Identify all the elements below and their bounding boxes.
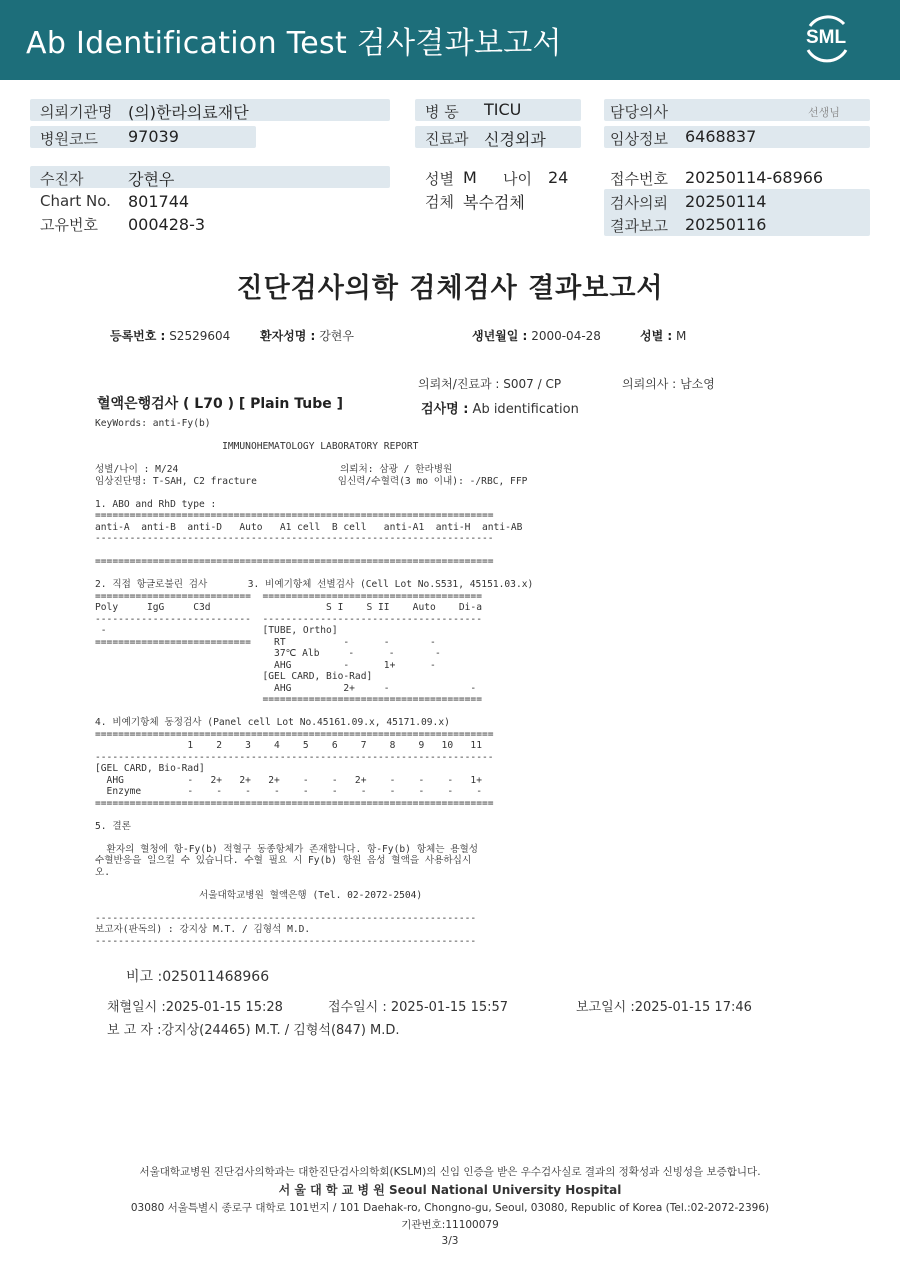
- hospital-code-label: 병원코드: [40, 130, 98, 148]
- sex-value: M: [463, 168, 477, 187]
- test-title: 혈액은행검사 ( L70 ) [ Plain Tube ]: [97, 396, 344, 412]
- band-patient: [30, 166, 390, 188]
- request-value: 20250114: [685, 192, 767, 211]
- footer-address: 03080 서울특별시 종로구 대학로 101번지 / 101 Daehak-ro, Chongno-gu, Seoul, 03080, Republic of Korea (Tel.:02-2072-2396): [130, 1202, 770, 1214]
- document-title: 진단검사의학 검체검사 결과보고서: [236, 273, 664, 304]
- unique-value: 000428-3: [128, 215, 206, 234]
- header-bar: [0, 0, 900, 80]
- logo-text: SML: [805, 27, 847, 48]
- specimen-value: 복수검체: [463, 193, 525, 212]
- doctor-label: 담당의사: [610, 103, 668, 121]
- doctor-suffix: 선생님: [808, 106, 840, 119]
- footer-institution-number: 기관번호:11100079: [401, 1219, 499, 1231]
- test-name: 검사명 : Ab identification: [421, 402, 579, 417]
- age-label: 나이: [503, 170, 532, 188]
- institution-label: 의뢰기관명: [40, 103, 113, 121]
- referring-doctor: 의뢰의사 : 남소영: [622, 377, 715, 391]
- institution-value: (의)한라의료재단: [128, 103, 249, 122]
- reporter: 보 고 자 :강지상(24465) M.T. / 김형석(847) M.D.: [107, 1023, 400, 1038]
- reg-number: 등록번호 : S2529604: [110, 329, 231, 343]
- clinical-value: 6468837: [685, 127, 757, 146]
- chart-value: 801744: [128, 192, 190, 211]
- note: 비고 :025011468966: [126, 969, 270, 985]
- ward-label: 병 동: [425, 103, 459, 121]
- footer-certification: 서울대학교병원 진단검사의학과는 대한진단검사의학회(KSLM)의 신임 인증을 받은 우수검사실로 결과의 정확성과 신빙성을 보증합니다.: [139, 1166, 761, 1178]
- sex-label: 성별: [425, 170, 454, 188]
- request-label: 검사의뢰: [610, 194, 668, 212]
- referral: 의뢰처/진료과 : S007 / CP: [418, 377, 562, 391]
- clinical-label: 임상정보: [610, 130, 668, 148]
- receipt-value: 20250114-68966: [685, 168, 824, 187]
- sml-logo: [800, 12, 852, 64]
- specimen-label: 검체: [425, 193, 454, 211]
- unique-label: 고유번호: [40, 216, 98, 234]
- ward-value: TICU: [484, 100, 522, 119]
- footer-hospital-name: 서 울 대 학 교 병 원 Seoul National University Hospital: [278, 1183, 622, 1197]
- receipt-label: 접수번호: [610, 170, 668, 188]
- chart-label: Chart No.: [40, 192, 111, 210]
- birth-date: 생년월일 : 2000-04-28: [472, 329, 601, 343]
- reported-time: 보고일시 :2025-01-15 17:46: [576, 1000, 752, 1015]
- patient-name: 환자성명 : 강현우: [260, 329, 354, 343]
- report-date-label: 결과보고: [610, 217, 668, 235]
- report-title: Ab Identification Test 검사결과보고서: [26, 26, 562, 61]
- doc-sex: 성별 : M: [640, 329, 687, 343]
- collected-time: 채혈일시 :2025-01-15 15:28: [107, 1000, 283, 1015]
- patient-label: 수진자: [40, 170, 84, 188]
- lab-report-text: KeyWords: anti-Fy(b) IMMUNOHEMATOLOGY LABORATORY REPORT 성별/나이 : M/24 의뢰처: 삼광 / 한라병원 임상진단명: T-SAH, C2 fracture 임신력/수혈력(3 mo 이내): -/RBC, FFP 1. ABO and RhD type : ===================================================================== anti-A anti-B anti-D Auto A1 cell B cell anti-A1 anti-H anti-AB --------------------------------------------------------------------- ===================================================================== 2. 직접 항글로불린 검사 3. 비예기항체 선별검사 (Cell Lot No.S531, 45151.03.x) =========================== ====================================== Poly IgG C3d S I S II Auto Di-a --------------------------- -------------------------------------- - [TUBE, Ortho] =========================== RT - - - 37℃ Alb - - - AHG - 1+ - [GEL CARD, Bio-Rad] AHG 2+ - - ====================================== 4. 비예기항체 동정검사 (Panel cell Lot No.45161.09.x, 45171.09.x) ===================================================================== 1 2 3 4 5 6 7 8 9 10 11 --------------------------------------------------------------------- [GEL CARD, Bio-Rad] AHG - 2+ 2+ 2+ - - 2+ - - - 1+ Enzyme - - - - - - - - - - - ===================================================================== 5. 결론 환자의 혈청에 항-Fy(b) 적혈구 동종항체가 존재합니다. 항-Fy(b) 항체는 용혈성 수혈반응을 일으킬 수 있습니다. 수혈 필요 시 Fy(b) 항원 음성 혈액을 사용하십시 오. 서울대학교병원 혈액은행 (Tel. 02-2072-2504) ------------------------------------------------------------------ 보고자(판독의) : 강지상 M.T. / 김형석 M.D. ------------------------------------------------------------------: [95, 418, 534, 947]
- received-time: 접수일시 : 2025-01-15 15:57: [328, 1000, 509, 1015]
- page-number: 3/3: [441, 1235, 459, 1247]
- report-date-value: 20250116: [685, 215, 767, 234]
- dept-label: 진료과: [425, 130, 469, 148]
- patient-value: 강현우: [128, 170, 175, 189]
- dept-value: 신경외과: [484, 130, 546, 149]
- hospital-code-value: 97039: [128, 127, 179, 146]
- age-value: 24: [548, 168, 569, 187]
